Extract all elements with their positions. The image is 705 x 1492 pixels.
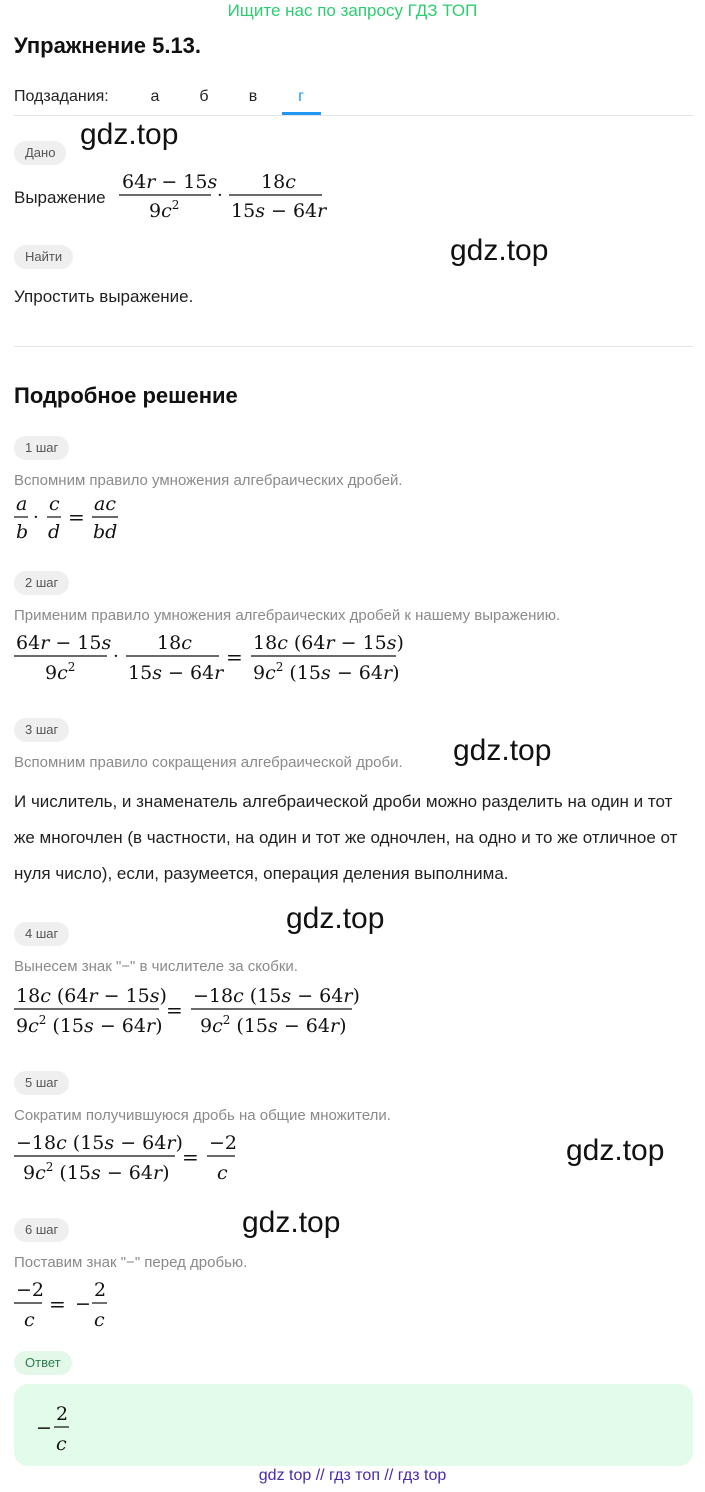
- step-1-formula: [12, 490, 132, 546]
- answer-box: [14, 1384, 693, 1466]
- svg-text:9c2: $9c^2$: [45, 660, 76, 684]
- svg-text:c: c: [56, 1433, 67, 1455]
- svg-text:9c2 (15s − 64r): $9c^2$ (15s − 64r): [23, 1160, 170, 1184]
- svg-text:18c (64r − 15s): 18c (64r − 15s): [253, 632, 404, 654]
- step-badge: 5 шаг: [14, 1071, 69, 1095]
- step-3-text: И числитель, и знаменатель алгебраической дроби можно разделить на один и тот же многочлен (в частности, на один и тот же одночлен, на одно и то же отличное от нуля число), если, разумеется, операция деления выполнима.: [14, 792, 678, 883]
- watermark: gdz.top: [453, 734, 552, 767]
- svg-text:9c2 (15s − 64r): $9c^2$ (15s − 64r): [200, 1013, 347, 1037]
- svg-text:=: =: [68, 505, 85, 529]
- svg-text:ac: ac: [94, 493, 116, 515]
- svg-text:c: c: [217, 1162, 228, 1184]
- step-hint: Применим правило умножения алгебраических дробей к нашему выражению.: [14, 607, 561, 624]
- svg-text:9c2: $9c^2$: [149, 198, 180, 222]
- svg-text:b: b: [16, 521, 29, 543]
- svg-text:a: a: [16, 493, 28, 515]
- svg-text:18c: 18c: [157, 632, 192, 654]
- step-badge: 2 шаг: [14, 571, 69, 595]
- subtask-tab-g[interactable]: г: [298, 88, 304, 105]
- svg-text:=: =: [226, 645, 243, 669]
- svg-text:15s − 64r: 15s − 64r: [231, 200, 327, 222]
- svg-text:·: ·: [217, 185, 223, 206]
- watermark: gdz.top: [566, 1134, 665, 1167]
- svg-text:18c (64r − 15s): 18c (64r − 15s): [16, 985, 167, 1007]
- svg-text:64r − 15s: 64r − 15s: [122, 171, 218, 193]
- given-prefix: Выражение: [14, 188, 106, 207]
- subtask-tab-a[interactable]: а: [150, 88, 160, 105]
- find-text: Упростить выражение.: [14, 287, 194, 306]
- svg-text:·: ·: [33, 507, 39, 528]
- step-hint: Поставим знак "−" перед дробью.: [14, 1254, 248, 1271]
- step-hint: Вспомним правило умножения алгебраических дробей.: [14, 472, 403, 489]
- step-badge: 6 шаг: [14, 1218, 69, 1242]
- step-6-formula: [12, 1274, 132, 1334]
- page-title: Упражнение 5.13.: [14, 33, 202, 58]
- svg-text:9c2 (15s − 64r): $9c^2$ (15s − 64r): [253, 660, 400, 684]
- answer-formula: [34, 1402, 114, 1458]
- svg-text:=: =: [166, 998, 183, 1022]
- svg-text:2: 2: [94, 1279, 107, 1301]
- search-banner: Ищите нас по запросу ГДЗ ТОП: [227, 1, 478, 20]
- tabs-divider: [14, 115, 693, 116]
- step-badge: 4 шаг: [14, 922, 69, 946]
- watermark: gdz.top: [80, 118, 179, 151]
- subtask-tab-v[interactable]: в: [248, 88, 258, 105]
- svg-text:=: =: [182, 1145, 199, 1169]
- svg-text:2: 2: [56, 1403, 69, 1425]
- step-badge: 1 шаг: [14, 436, 69, 460]
- svg-text:−: −: [75, 1293, 91, 1315]
- step-hint: Вынесем знак "−" в числителе за скобки.: [14, 958, 298, 975]
- svg-text:15s − 64r: 15s − 64r: [128, 662, 224, 684]
- step-hint: Сократим получившуюся дробь на общие множители.: [14, 1107, 391, 1124]
- subtask-tab-b[interactable]: б: [199, 88, 209, 105]
- svg-text:9c2 (15s − 64r): $9c^2$ (15s − 64r): [16, 1013, 163, 1037]
- given-expression: [116, 168, 336, 224]
- svg-text:18c: 18c: [261, 171, 296, 193]
- svg-text:c: c: [49, 493, 60, 515]
- svg-text:−18c (15s − 64r): −18c (15s − 64r): [193, 985, 360, 1007]
- svg-text:−: −: [36, 1417, 52, 1439]
- active-tab-indicator: [282, 112, 321, 115]
- given-badge: Дано: [14, 141, 66, 165]
- svg-text:64r − 15s: 64r − 15s: [16, 632, 112, 654]
- step-4-formula: [12, 980, 372, 1042]
- watermark: gdz.top: [450, 234, 549, 267]
- step-5-formula: [12, 1127, 252, 1189]
- svg-text:=: =: [49, 1292, 66, 1316]
- subtasks-label: Подзадания:: [14, 88, 109, 105]
- svg-text:bd: bd: [93, 521, 118, 543]
- solution-title: Подробное решение: [14, 383, 238, 408]
- watermark: gdz.top: [286, 902, 385, 935]
- footer-links[interactable]: gdz top // гдз топ // гдз top: [258, 1467, 447, 1484]
- find-badge: Найти: [14, 245, 73, 269]
- answer-badge: Ответ: [14, 1351, 72, 1375]
- section-divider: [14, 346, 693, 347]
- step-2-formula: [12, 627, 412, 687]
- svg-text:c: c: [24, 1309, 35, 1331]
- step-hint: Вспомним правило сокращения алгебраической дроби.: [14, 754, 403, 771]
- svg-text:−18c (15s − 64r): −18c (15s − 64r): [16, 1132, 183, 1154]
- svg-text:−2: −2: [209, 1132, 238, 1154]
- svg-text:·: ·: [113, 646, 119, 667]
- svg-text:c: c: [94, 1309, 105, 1331]
- watermark: gdz.top: [242, 1206, 341, 1239]
- svg-text:−2: −2: [16, 1279, 45, 1301]
- svg-text:d: d: [48, 521, 61, 543]
- step-badge: 3 шаг: [14, 718, 69, 742]
